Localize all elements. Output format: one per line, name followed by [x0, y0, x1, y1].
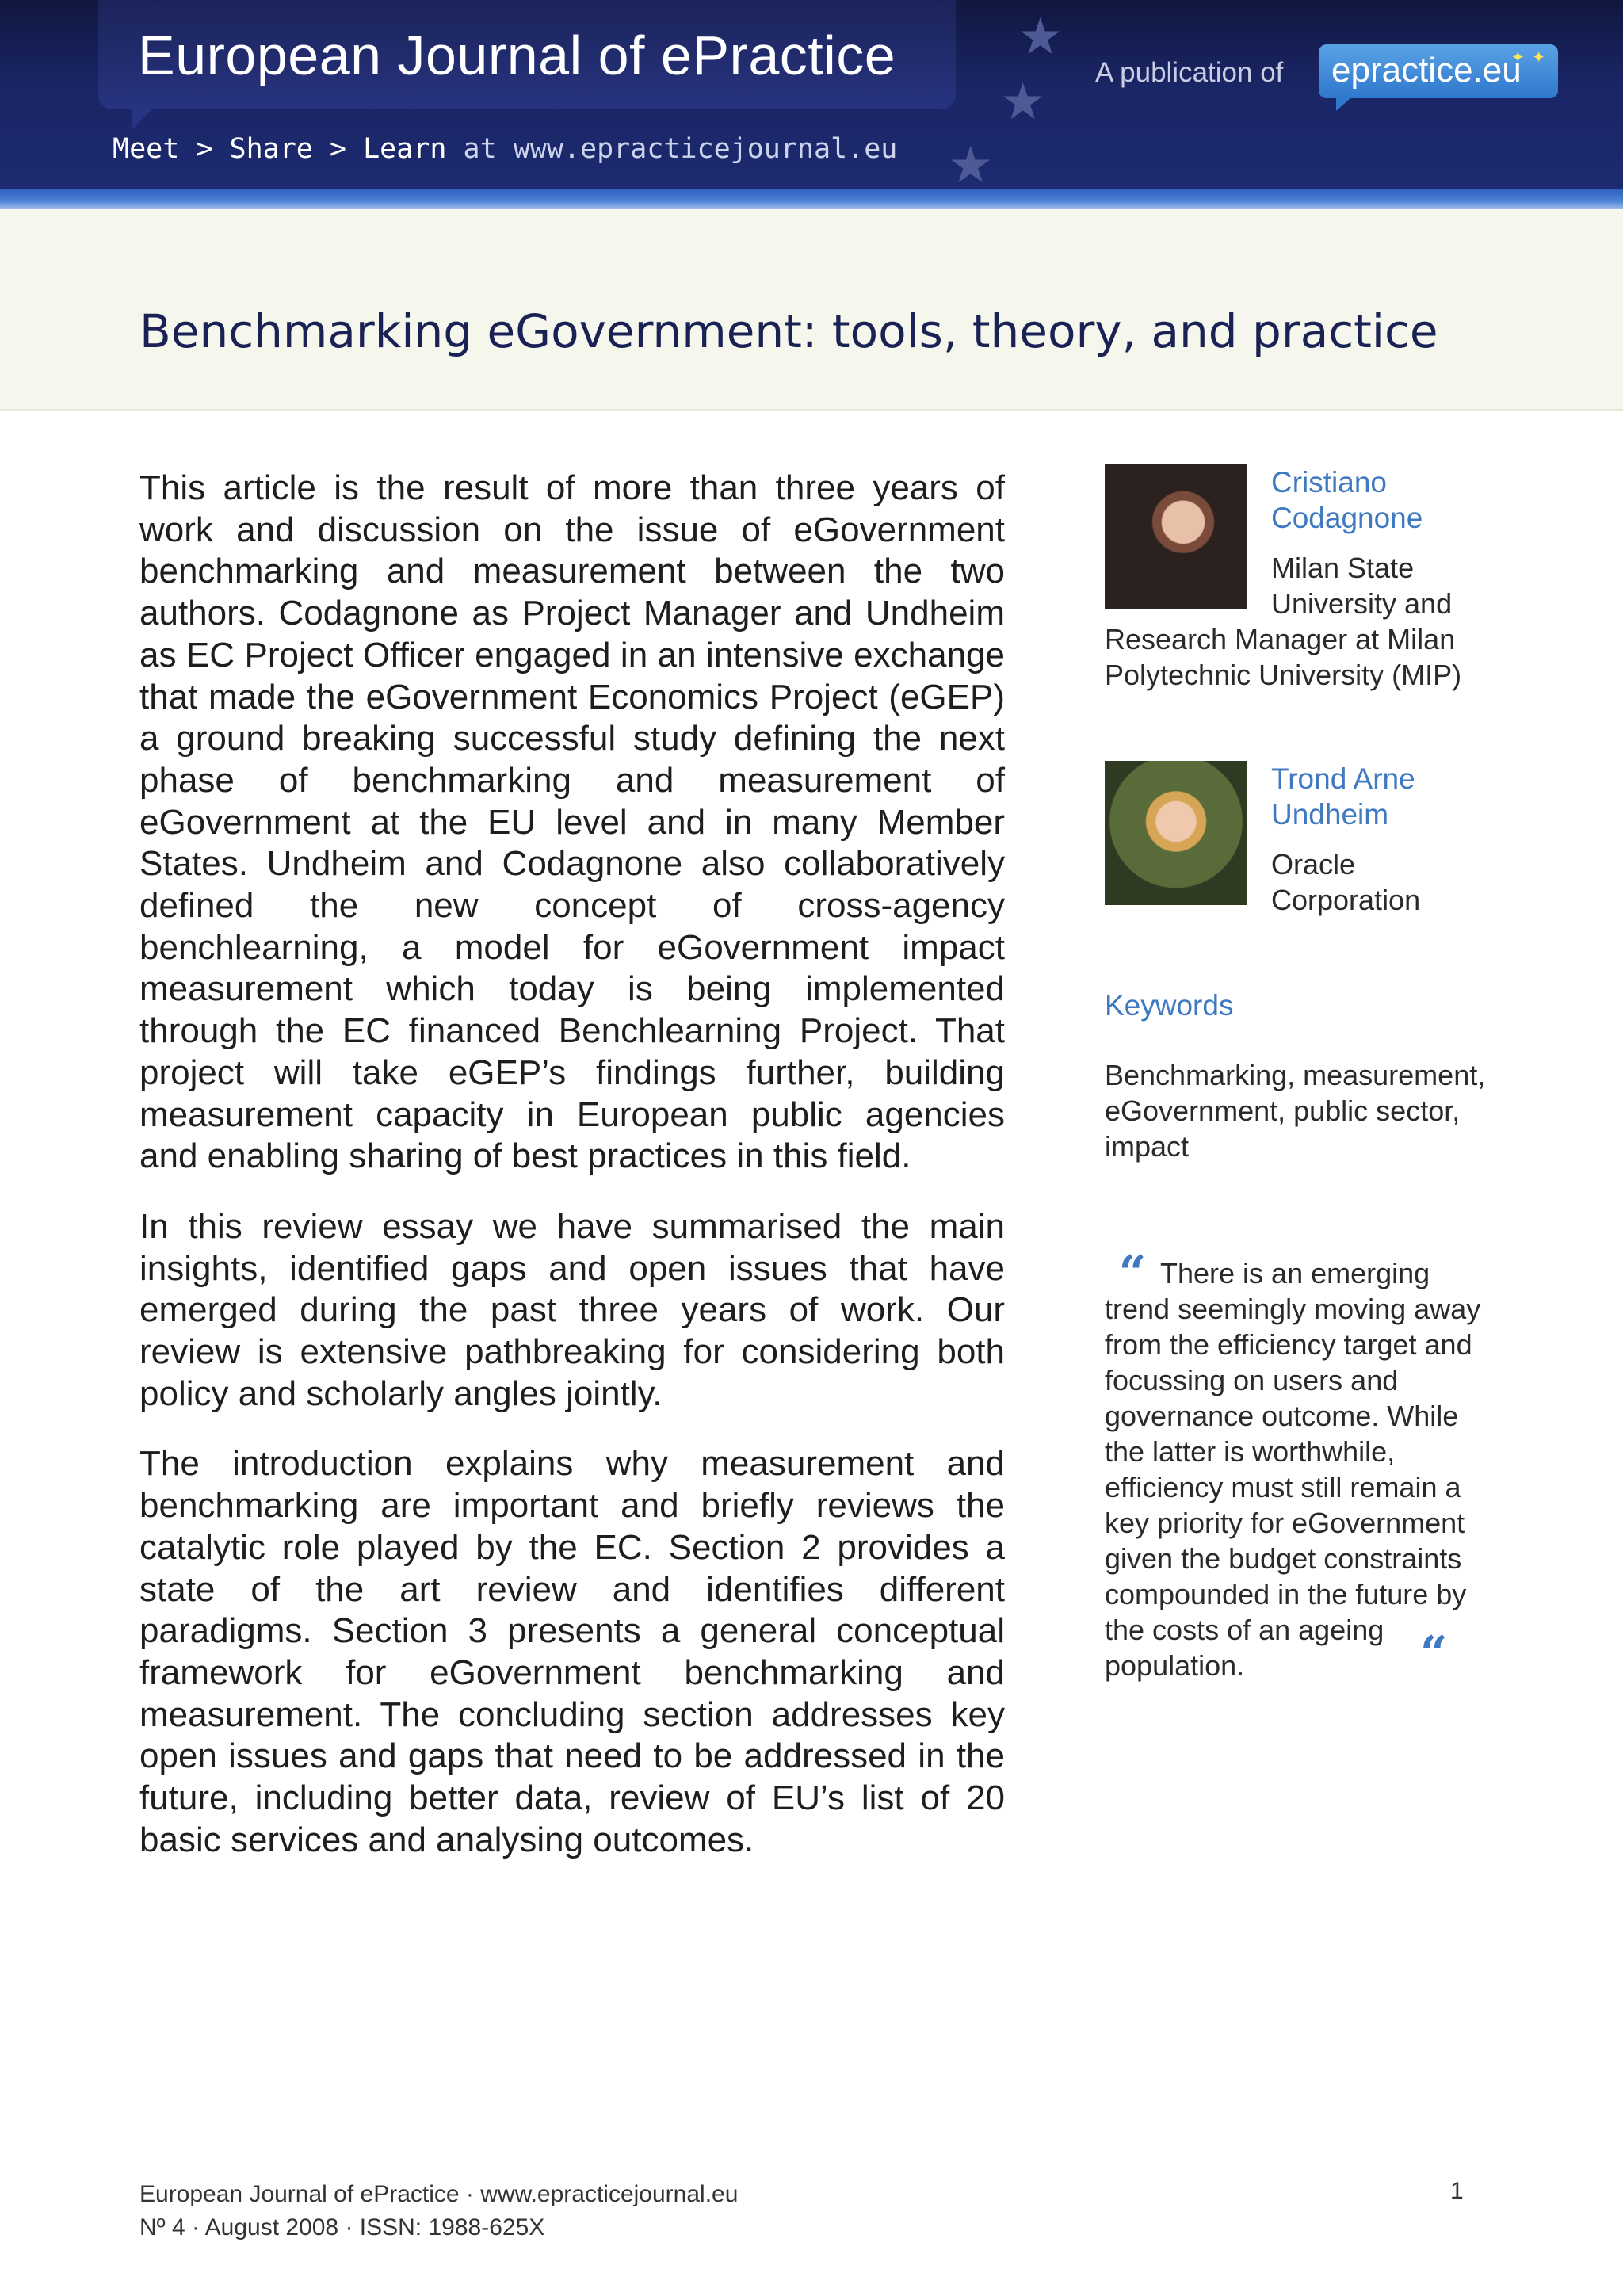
open-quote-icon: “ [1118, 1246, 1147, 1301]
article-title-band [0, 209, 1623, 411]
journal-tagline [113, 133, 897, 165]
page-footer [139, 2178, 738, 2244]
star-icon: ★ [1000, 73, 1046, 130]
footer-journal-line: European Journal of ePractice · www.epracticejournal.eu [139, 2181, 739, 2207]
author-affiliation: Milan State University and Research Manager at Milan Polytechnic University (MIP) [1105, 552, 1462, 691]
author-affiliation: Oracle Corporation [1271, 848, 1421, 916]
keywords-heading: Keywords [1105, 989, 1234, 1022]
article-title: Benchmarking eGovernment: tools, theory, and practice [139, 304, 1438, 358]
abstract-paragraph: In this review essay we have summarised the main insights, identified gaps and open issues that have emerged during the past three years of work. Our review is extensive pathbreaking for considering both policy and scholarly angles jointly. [139, 1206, 1005, 1413]
tagline-main: Meet > Share > Learn [113, 133, 447, 165]
epractice-logo-text: epractice.eu [1331, 51, 1522, 90]
journal-title: European Journal of ePractice [138, 25, 896, 86]
journal-banner [0, 0, 1623, 189]
journal-title-box [98, 0, 956, 109]
star-icon: ★ [948, 136, 994, 189]
keywords-text: Benchmarking, measurement, eGovernment, public sector, impact [1105, 1059, 1486, 1163]
author-name: Trond Arne Undheim [1271, 762, 1415, 831]
abstract-paragraph: This article is the result of more than three years of work and discussion on the issue of eGovernment benchmarking and measurement between the two authors. Codagnone as Project Manager and Undheim as EC Project Officer engaged in an intensive exchange that made the eGovernment Economics Project (eGEP) a ground breaking successful study defining the next phase of benchmarking and measurement of eGovernment at the EU level and in many Member States. Undheim and Codagnone also collaboratively defined the new concept of cross-agency benchlearning, a model for eGovernment impact measurement which today is being implemented through the EC financed Benchlearning Project. That project will take eGEP’s findings further, building measurement capacity in European public agencies and enabling sharing of best practices in this field. [139, 468, 1005, 1176]
close-quote-icon: “ [1420, 1626, 1448, 1682]
footer-issue-line: Nº 4 · August 2008 · ISSN: 1988-625X [139, 2214, 545, 2241]
abstract-paragraph: The introduction explains why measurement and benchmarking are important and briefly reviews the catalytic role played by the EC. Section 2 provides a state of the art review and identifies different paradigms. Section 3 presents a general conceptual framework for eGovernment benchmarking and measurement. The concluding section addresses key open issues and gaps that need to be addressed in the future, including better data, review of EU’s list of 20 basic services and analysing outcomes. [139, 1444, 1005, 1859]
banner-stripe [0, 189, 1623, 209]
star-icon: ★ [1018, 8, 1064, 65]
author-photo [1105, 761, 1247, 905]
author-card [1105, 464, 1501, 693]
author-photo [1105, 464, 1247, 609]
eu-stars-icon: ✦ ✦ [1510, 49, 1547, 67]
author-name: Cristiano Codagnone [1271, 466, 1423, 534]
pull-quote [1105, 1246, 1501, 1683]
pull-quote-text: There is an emerging trend seemingly moving away from the efficiency target and focussing on users and governance outcome. While the latter is worthwhile, efficiency must still remain a key priority for eGovernment given the budget constraints compounded in the future by the costs of an ageing population. [1105, 1257, 1481, 1682]
epractice-logo[interactable] [1319, 44, 1558, 98]
tagline-url[interactable]: at www.epracticejournal.eu [463, 133, 898, 165]
publication-label: A publication of [1095, 57, 1284, 88]
article-abstract [139, 468, 1005, 1890]
author-card [1105, 761, 1501, 918]
page-number: 1 [1450, 2178, 1464, 2204]
